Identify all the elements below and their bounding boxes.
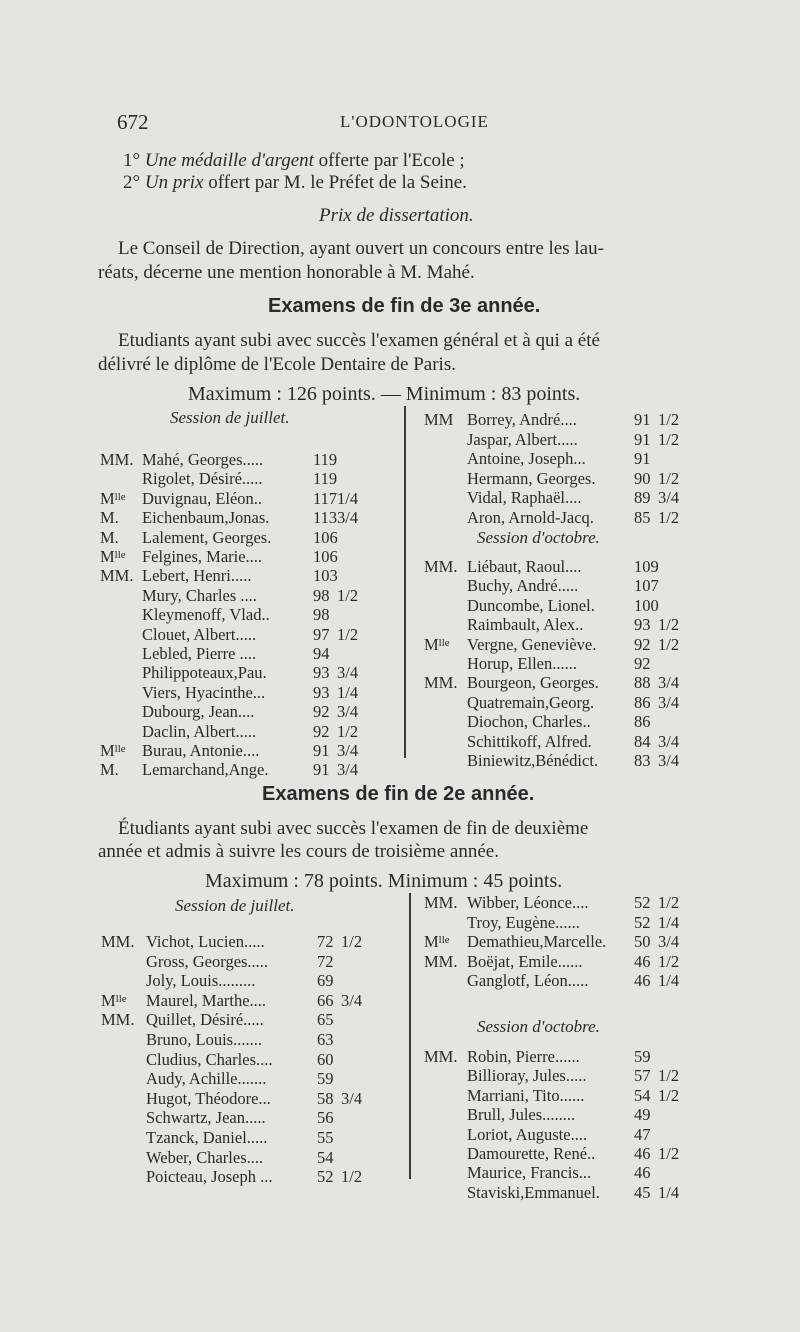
student-name: Vichot, Lucien.....: [146, 932, 265, 951]
score: 86: [634, 712, 651, 732]
score: 85: [634, 507, 651, 527]
score-fraction: 1/2: [658, 1085, 680, 1105]
student-name: Vergne, Geneviève.: [467, 634, 597, 654]
score-fraction: 3/4: [337, 663, 359, 683]
student-name: Liébaut, Raoul....: [467, 557, 582, 576]
score: 100: [634, 595, 659, 615]
title-abbrev: MM.: [424, 673, 458, 693]
paragraph-line: Le Conseil de Direction, ayant ouvert un concours entre les lau-: [118, 238, 604, 259]
score: 83: [634, 751, 651, 770]
student-name: Quatremain,Georg.: [467, 692, 595, 712]
score: 46: [634, 971, 651, 991]
prize-line: 2° Un prix offert par M. le Préfet de la Seine.: [123, 172, 467, 193]
student-name: Philippoteaux,Pau.: [142, 663, 267, 683]
score-fraction: 3/4: [658, 731, 680, 751]
section-heading: Examens de fin de 3e année.: [268, 295, 541, 317]
title-abbrev: M.: [100, 760, 119, 780]
student-name: Biniewitz,Bénédict.: [467, 751, 599, 770]
max-min-line: Maximum : 126 points. — Minimum : 83 points.: [188, 383, 581, 405]
score: 52: [634, 912, 651, 932]
score: 52: [634, 893, 651, 912]
paragraph-line: délivré le diplôme de l'Ecole Dentaire de Paris.: [98, 354, 456, 375]
student-name: Aron, Arnold-Jacq.: [467, 507, 594, 527]
score-fraction: 3/4: [337, 760, 359, 780]
score-fraction: 1/2: [658, 634, 680, 654]
running-title: L'ODONTOLOGIE: [340, 112, 489, 131]
student-name: Damourette, René..: [467, 1144, 596, 1163]
score: 91: [313, 760, 330, 780]
score: 49: [634, 1105, 651, 1125]
score: 119: [313, 450, 338, 469]
student-name: Schittikoff, Alfred.: [467, 731, 592, 751]
student-name: Poicteau, Joseph ...: [146, 1167, 273, 1187]
student-name: Maurel, Marthe....: [146, 990, 267, 1010]
score: 109: [634, 557, 659, 576]
student-name: Diochon, Charles..: [467, 712, 591, 732]
title-abbrev: MM.: [424, 893, 458, 912]
score: 46: [634, 951, 651, 971]
score-fraction: 1/4: [337, 682, 359, 702]
score-fraction: 1/2: [341, 932, 363, 951]
title-abbrev: $M^{lle}$: [100, 741, 126, 760]
title-abbrev: $M^{lle}$: [100, 547, 126, 566]
score: 106: [313, 527, 338, 547]
student-name: Felgines, Marie....: [142, 547, 263, 566]
score-fraction: 1/2: [658, 507, 680, 527]
score-fraction: 3/4: [658, 692, 680, 712]
student-name: Bruno, Louis.......: [146, 1030, 262, 1049]
score: 91: [634, 449, 651, 468]
student-name: Vidal, Raphaël....: [467, 488, 582, 507]
student-name: Loriot, Auguste....: [467, 1124, 588, 1144]
score-fraction: 1/2: [658, 893, 680, 912]
score: 93: [634, 615, 651, 635]
student-name: Horup, Ellen......: [467, 654, 577, 673]
score: 54: [634, 1085, 651, 1105]
title-abbrev: MM.: [101, 1010, 135, 1030]
student-name: Maurice, Francis...: [467, 1163, 592, 1183]
student-name: Troy, Eugène......: [467, 912, 580, 932]
score-fraction: 1/2: [658, 1066, 680, 1086]
score: 46: [634, 1144, 651, 1163]
student-name: Staviski,Emmanuel.: [467, 1182, 600, 1202]
student-name: Quillet, Désiré.....: [146, 1010, 264, 1030]
student-name: Raimbault, Alex..: [467, 615, 584, 635]
score: 60: [317, 1049, 334, 1069]
score: 93: [313, 663, 330, 683]
score: 63: [317, 1030, 334, 1049]
score: 92: [634, 634, 651, 654]
score: 91: [634, 410, 651, 429]
score-fraction: 1/2: [337, 721, 359, 741]
student-name: Dubourg, Jean....: [142, 702, 255, 722]
score: 106: [313, 547, 338, 566]
score-fraction: 3/4: [337, 741, 359, 760]
score-fraction: 3/4: [658, 673, 680, 693]
student-name: Daclin, Albert.....: [142, 721, 257, 741]
student-name: Antoine, Joseph...: [467, 449, 586, 468]
student-name: Hermann, Georges.: [467, 468, 596, 488]
student-name: Duvignau, Eléon..: [142, 488, 263, 508]
score: 50: [634, 932, 651, 952]
score: 57: [634, 1066, 651, 1086]
score: 47: [634, 1124, 651, 1144]
score-fraction: 1/2: [658, 410, 680, 429]
score: 59: [317, 1069, 334, 1089]
score: 98: [313, 585, 330, 605]
title-abbrev: $M^{lle}$: [100, 488, 126, 508]
title-abbrev: $M^{lle}$: [424, 634, 450, 654]
title-abbrev: MM: [424, 410, 454, 429]
title-abbrev: MM.: [424, 557, 458, 576]
title-abbrev: M.: [100, 508, 119, 528]
score: 66: [317, 990, 334, 1010]
score: 89: [634, 488, 651, 507]
paragraph-line: Etudiants ayant subi avec succès l'examen général et à qui a été: [118, 330, 600, 351]
student-name: Gross, Georges.....: [146, 951, 269, 971]
score: 97: [313, 624, 330, 644]
score: 117: [313, 488, 338, 508]
score: 91: [634, 429, 651, 449]
student-name: Lemarchand,Ange.: [142, 760, 269, 780]
student-name: Cludius, Charles....: [146, 1049, 273, 1069]
prize-line: 1° Une médaille d'argent offerte par l'Ecole ;: [123, 150, 465, 171]
student-name: Borrey, André....: [467, 410, 577, 429]
score-fraction: 3/4: [337, 508, 359, 528]
paragraph-line: réats, décerne une mention honorable à M. Mahé.: [98, 262, 475, 283]
student-name: Duncombe, Lionel.: [467, 595, 595, 615]
score-fraction: 3/4: [341, 990, 363, 1010]
score-fraction: 1/4: [337, 488, 359, 508]
dissertation-heading: Prix de dissertation.: [319, 205, 474, 226]
score: 56: [317, 1108, 334, 1128]
score: 45: [634, 1182, 651, 1202]
student-name: Ganglotf, Léon.....: [467, 971, 589, 991]
student-name: Rigolet, Désiré.....: [142, 469, 263, 489]
score-fraction: 1/2: [341, 1167, 363, 1187]
score-fraction: 3/4: [341, 1088, 363, 1108]
score: 58: [317, 1088, 334, 1108]
max-min-line: Maximum : 78 points. Minimum : 45 points.: [205, 870, 563, 892]
session-heading: Session de juillet.: [175, 896, 295, 915]
student-name: Bourgeon, Georges.: [467, 673, 599, 693]
score: 92: [313, 721, 330, 741]
student-name: Boëjat, Emile......: [467, 951, 583, 971]
session-heading: Session d'octobre.: [477, 1017, 600, 1036]
student-name: Robin, Pierre......: [467, 1047, 580, 1066]
student-name: Billioray, Jules.....: [467, 1066, 587, 1086]
student-name: Weber, Charles....: [146, 1147, 264, 1167]
score: 119: [313, 469, 338, 489]
session-heading: Session de juillet.: [170, 408, 290, 427]
score: 107: [634, 576, 659, 596]
score-fraction: 1/2: [658, 1144, 680, 1163]
column-divider: [409, 893, 411, 1179]
score: 54: [317, 1147, 334, 1167]
score: 72: [317, 951, 334, 971]
student-name: Wibber, Léonce....: [467, 893, 589, 912]
score-fraction: 1/4: [658, 1182, 680, 1202]
score: 113: [313, 508, 338, 528]
student-name: Buchy, André.....: [467, 576, 579, 596]
title-abbrev: MM.: [424, 1047, 458, 1066]
page-number: 672: [117, 110, 149, 134]
student-name: Clouet, Albert.....: [142, 624, 257, 644]
student-name: Viers, Hyacinthe...: [142, 682, 266, 702]
title-abbrev: MM.: [424, 951, 458, 971]
score: 88: [634, 673, 651, 693]
score: 94: [313, 644, 330, 663]
student-name: Kleymenoff, Vlad..: [142, 605, 270, 625]
score: 93: [313, 682, 330, 702]
score-fraction: 1/2: [658, 615, 680, 635]
student-name: Brull, Jules........: [467, 1105, 576, 1125]
score: 86: [634, 692, 651, 712]
student-name: Demathieu,Marcelle.: [467, 932, 607, 952]
title-abbrev: M.: [100, 527, 119, 547]
score-fraction: 1/2: [658, 468, 680, 488]
score-fraction: 1/4: [658, 912, 680, 932]
student-name: Mahé, Georges.....: [142, 450, 264, 469]
section-heading: Examens de fin de 2e année.: [262, 783, 535, 805]
student-name: Lebled, Pierre ....: [142, 644, 257, 663]
student-name: Schwartz, Jean.....: [146, 1108, 266, 1128]
score-fraction: 1/4: [658, 971, 680, 991]
student-name: Eichenbaum,Jonas.: [142, 508, 270, 528]
score: 52: [317, 1167, 334, 1187]
score: 46: [634, 1163, 651, 1183]
score-fraction: 1/2: [658, 951, 680, 971]
score: 98: [313, 605, 330, 625]
student-name: Joly, Louis.........: [146, 971, 256, 991]
score: 92: [313, 702, 330, 722]
score: 69: [317, 971, 334, 991]
student-name: Burau, Antonie....: [142, 741, 260, 760]
student-name: Hugot, Théodore...: [146, 1088, 271, 1108]
score: 72: [317, 932, 334, 951]
score: 59: [634, 1047, 651, 1066]
student-name: Tzanck, Daniel.....: [146, 1128, 268, 1147]
title-abbrev: MM.: [101, 932, 135, 951]
score: 92: [634, 654, 651, 673]
score: 84: [634, 731, 651, 751]
title-abbrev: MM.: [100, 566, 134, 586]
score-fraction: 3/4: [658, 751, 680, 770]
score: 65: [317, 1010, 334, 1030]
paragraph-line: Étudiants ayant subi avec succès l'examen de fin de deuxième: [118, 818, 589, 839]
student-name: Lebert, Henri.....: [142, 566, 252, 586]
student-name: Audy, Achille.......: [146, 1069, 267, 1089]
score-fraction: 1/2: [337, 585, 359, 605]
score: 90: [634, 468, 651, 488]
title-abbrev: $M^{lle}$: [424, 932, 450, 952]
student-name: Lalement, Georges.: [142, 527, 272, 547]
score: 55: [317, 1128, 334, 1147]
paragraph-line: année et admis à suivre les cours de troisième année.: [98, 841, 499, 862]
score: 91: [313, 741, 330, 760]
student-name: Jaspar, Albert.....: [467, 429, 578, 449]
column-divider: [404, 406, 406, 758]
score-fraction: 3/4: [658, 488, 680, 507]
score-fraction: 1/2: [658, 429, 680, 449]
student-name: Marriani, Tito......: [467, 1085, 585, 1105]
session-heading: Session d'octobre.: [477, 528, 600, 547]
title-abbrev: MM.: [100, 450, 134, 469]
score-fraction: 3/4: [337, 702, 359, 722]
score-fraction: 1/2: [337, 624, 359, 644]
score: 103: [313, 566, 338, 586]
student-name: Mury, Charles ....: [142, 585, 257, 605]
score-fraction: 3/4: [658, 932, 680, 952]
title-abbrev: $M^{lle}$: [101, 990, 127, 1010]
